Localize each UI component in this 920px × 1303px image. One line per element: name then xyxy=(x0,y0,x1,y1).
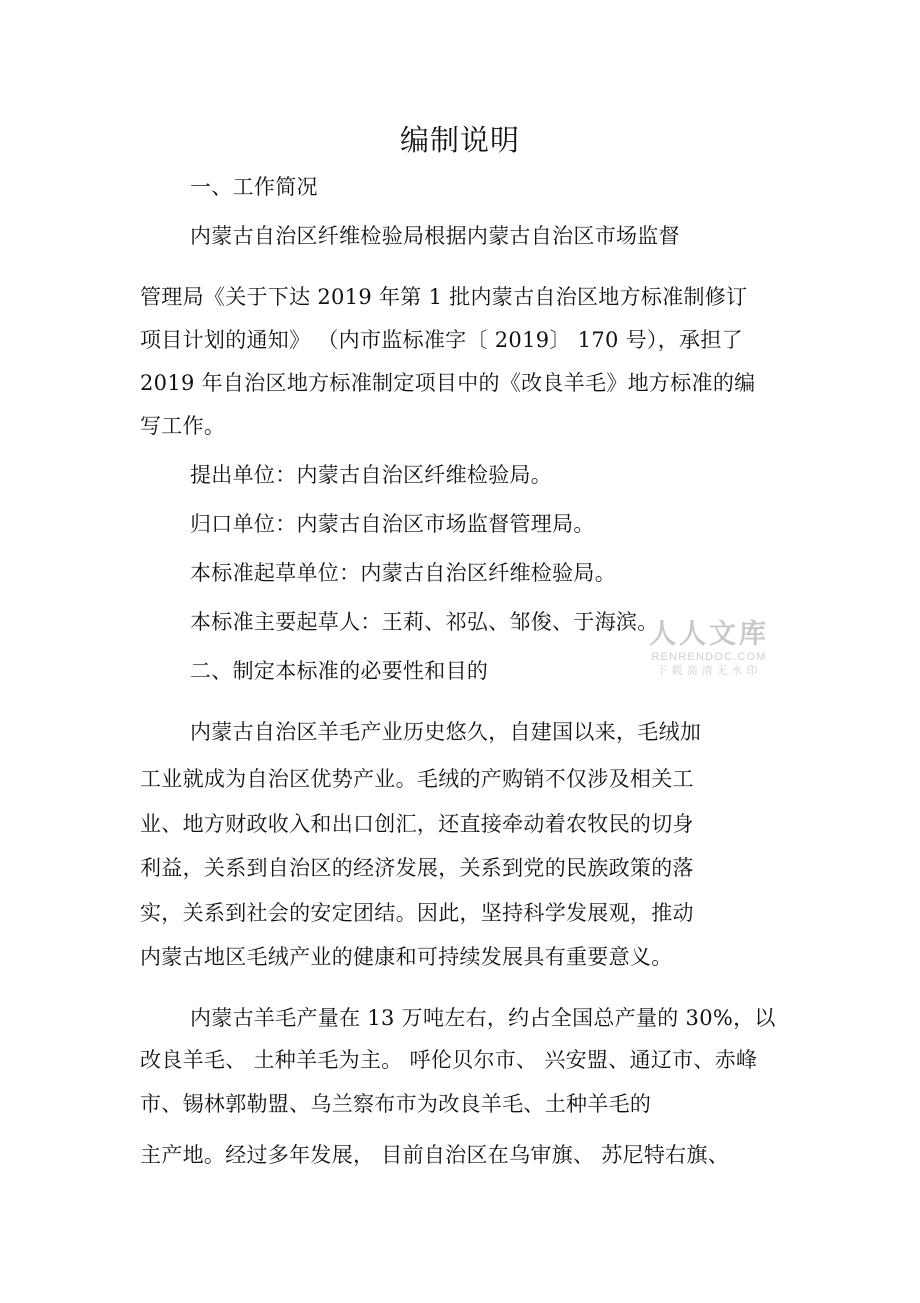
watermark xyxy=(644,620,774,678)
paragraph-line: 写工作。 xyxy=(140,414,226,438)
paragraph-line: 工业就成为自治区优势产业。毛绒的产购销不仅涉及相关工 xyxy=(140,767,694,791)
proposer-unit-line: 提出单位：内蒙古自治区纤维检验局。 xyxy=(190,463,553,487)
watermark-tagline: 下载高清无水印 xyxy=(656,665,762,677)
paragraph-line: 项目计划的通知》 （内市监标准字〔 2019〕 170 号），承担了 xyxy=(140,328,743,352)
page-title: 编制说明 xyxy=(399,123,520,157)
paragraph-line: 2019 年自治区地方标准制定项目中的《改良羊毛》地方标准的编 xyxy=(140,371,756,395)
drafters-line: 本标准主要起草人：王莉、祁弘、邹俊、于海滨。 xyxy=(190,610,659,634)
section-heading-work-overview: 一、工作简况 xyxy=(190,175,318,199)
paragraph-line: 内蒙古自治区羊毛产业历史悠久，自建国以来，毛绒加 xyxy=(190,720,702,744)
paragraph-line: 内蒙古地区毛绒产业的健康和可持续发展具有重要意义。 xyxy=(140,945,673,969)
watermark-logo: 人人文库 xyxy=(649,619,769,650)
paragraph-line: 市、锡林郭勒盟、乌兰察布市为改良羊毛、土种羊毛的 xyxy=(140,1092,652,1116)
watermark-url: RENRENDOC.COM xyxy=(651,651,767,663)
section-heading-necessity: 二、制定本标准的必要性和目的 xyxy=(190,659,489,683)
paragraph-line: 内蒙古自治区纤维检验局根据内蒙古自治区市场监督 xyxy=(190,224,680,248)
paragraph-line: 管理局《关于下达 2019 年第 1 批内蒙古自治区地方标准制修订 xyxy=(140,285,748,309)
paragraph-line: 实，关系到社会的安定团结。因此，坚持科学发展观，推动 xyxy=(140,901,694,925)
paragraph-line: 改良羊毛、 土种羊毛为主。 呼伦贝尔市、 兴安盟、通辽市、赤峰 xyxy=(140,1048,758,1072)
paragraph-line: 利益，关系到自治区的经济发展，关系到党的民族政策的落 xyxy=(140,856,694,880)
administrative-unit-line: 归口单位：内蒙古自治区市场监督管理局。 xyxy=(190,512,595,536)
drafting-unit-line: 本标准起草单位：内蒙古自治区纤维检验局。 xyxy=(190,561,616,585)
paragraph-line: 主产地。经过多年发展， 目前自治区在乌审旗、 苏尼特右旗、 xyxy=(140,1143,730,1167)
paragraph-line: 业、地方财政收入和出口创汇，还直接牵动着农牧民的切身 xyxy=(140,812,694,836)
paragraph-line: 内蒙古羊毛产量在 13 万吨左右，约占全国总产量的 30%，以 xyxy=(190,1006,776,1030)
